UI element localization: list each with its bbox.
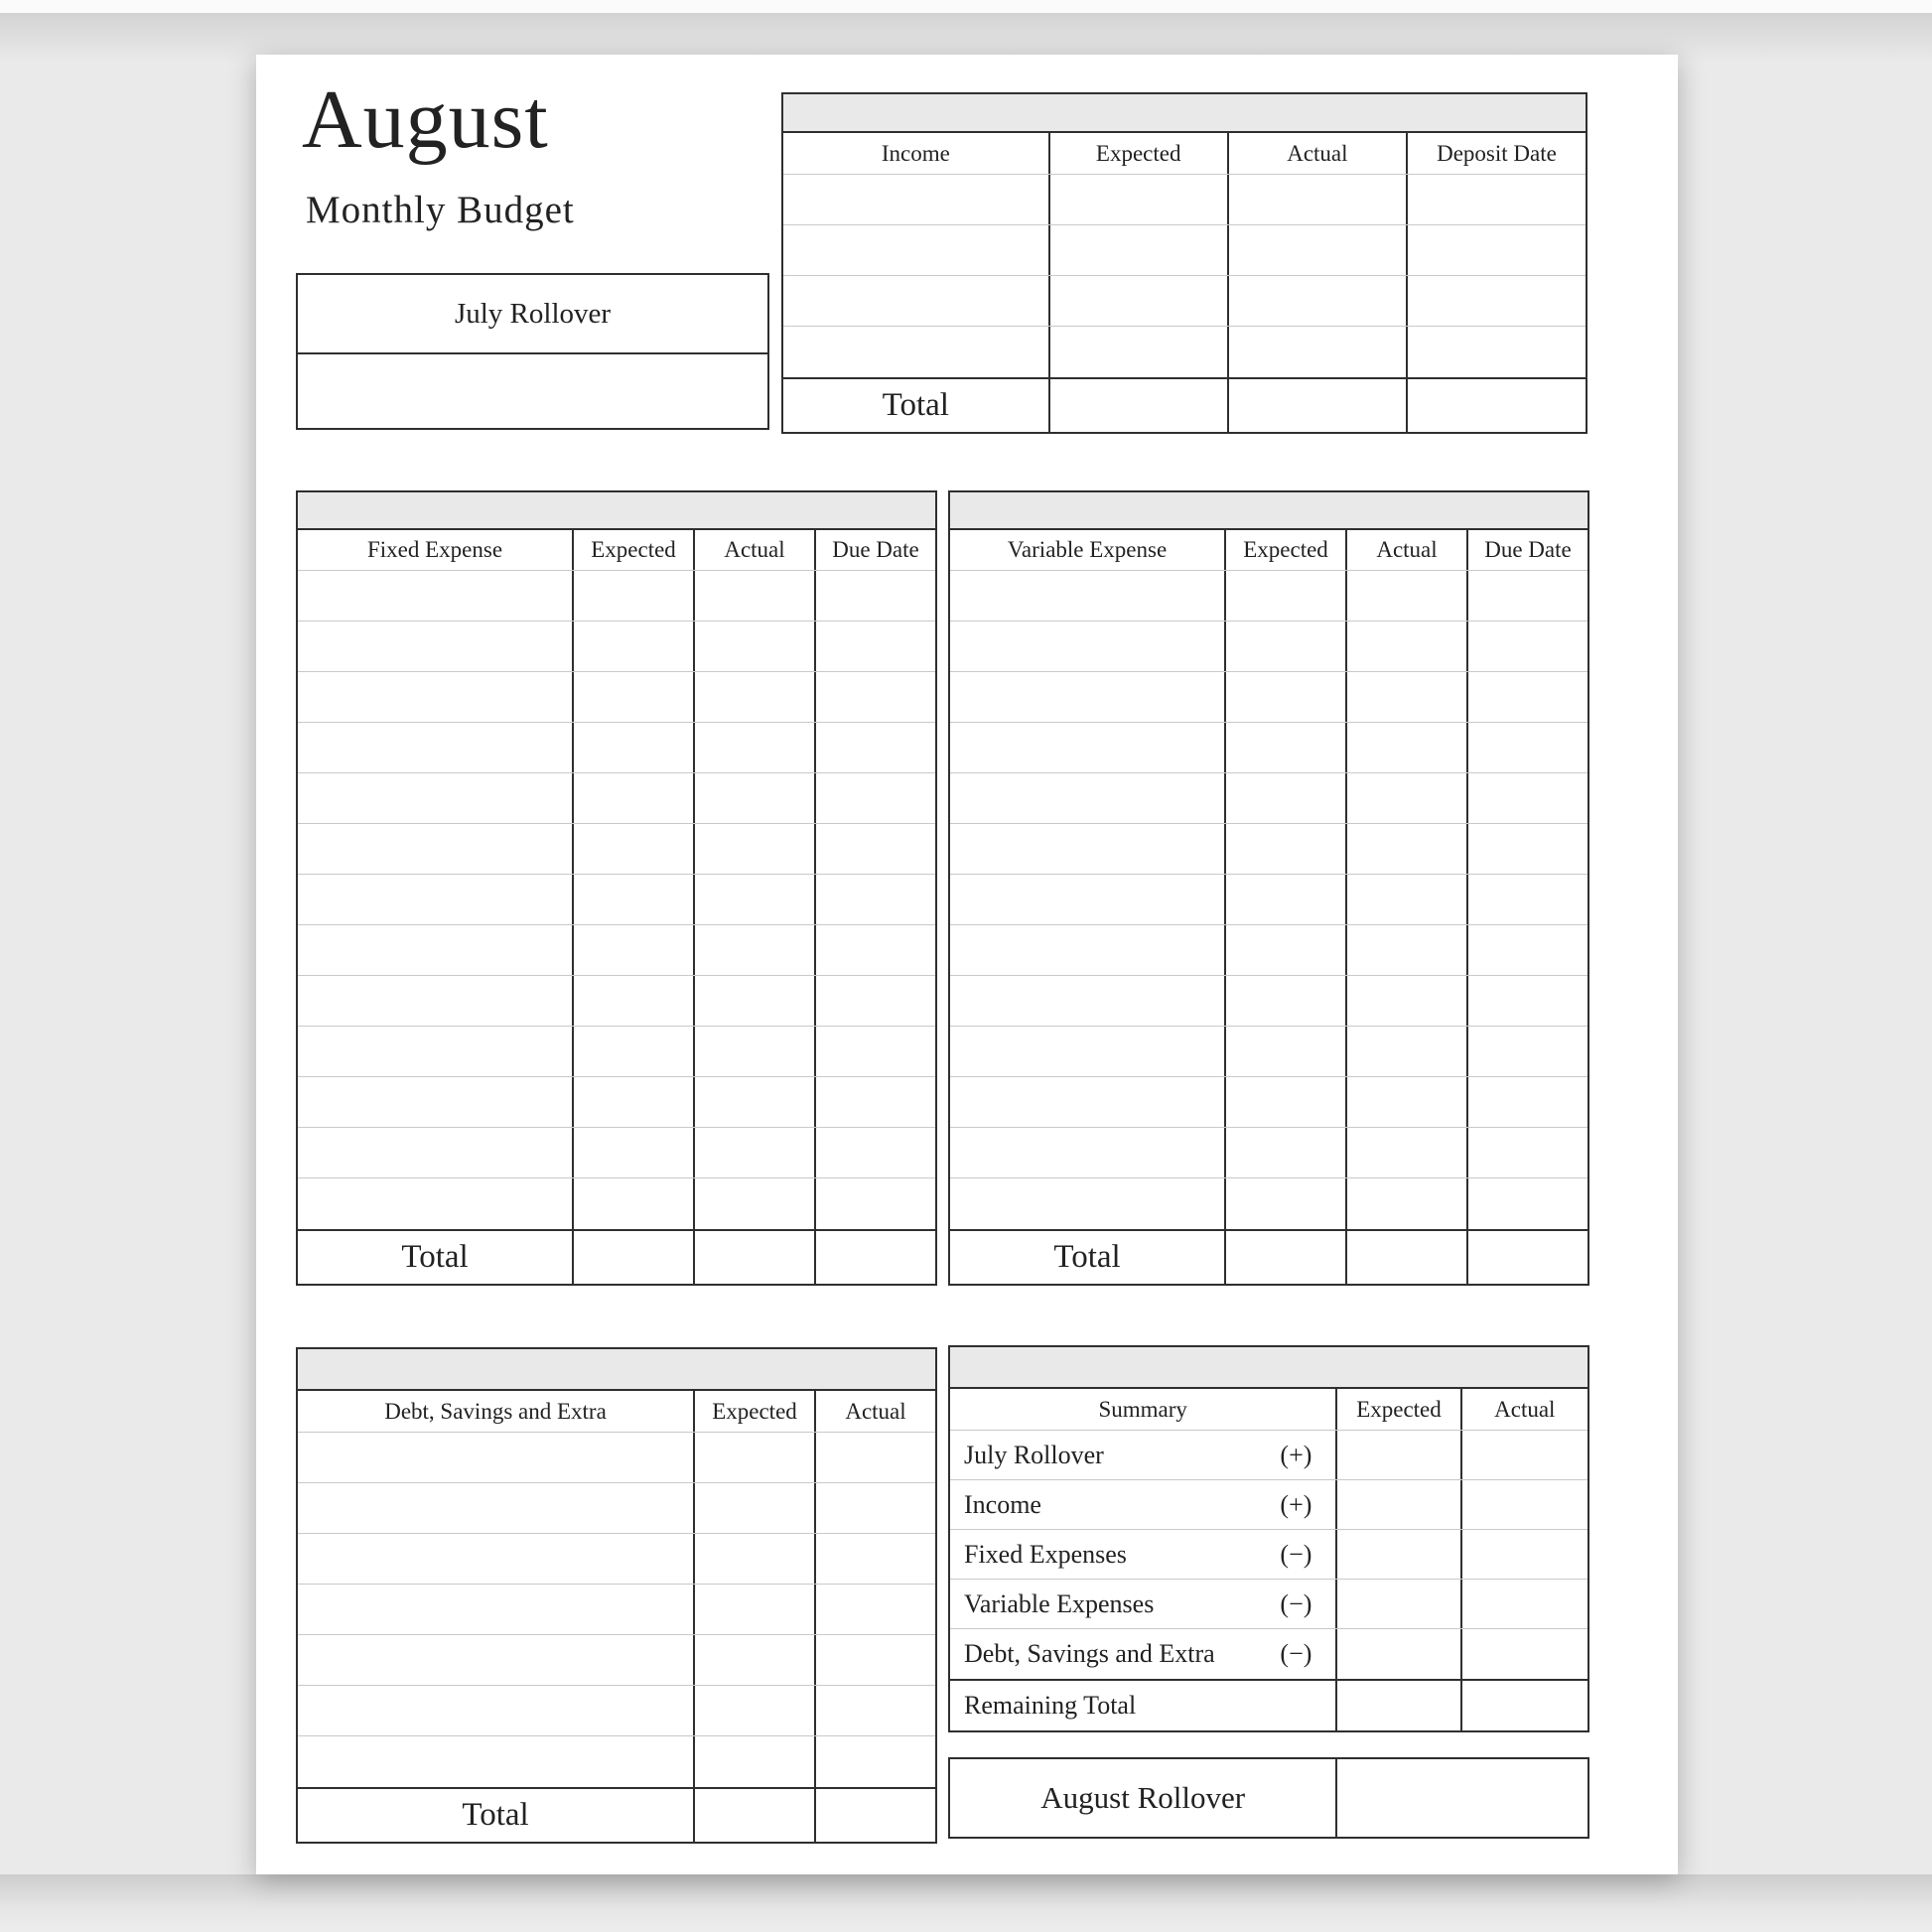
empty-cell xyxy=(1224,1027,1345,1076)
summary-row-label-cell xyxy=(950,1580,1335,1628)
empty-cell xyxy=(1345,621,1466,671)
empty-cell xyxy=(572,672,693,722)
empty-cell xyxy=(298,1736,693,1787)
empty-row xyxy=(950,571,1587,621)
empty-cell xyxy=(783,225,1048,275)
income-table-total-row xyxy=(783,377,1586,432)
due-date-column-header: Due Date xyxy=(814,530,935,570)
summary-row-july-rollover xyxy=(950,1431,1587,1480)
empty-cell xyxy=(1406,276,1586,326)
variable-expense-total-label: Total xyxy=(1053,1239,1121,1275)
empty-row xyxy=(298,976,935,1027)
summary-expected-cell xyxy=(1335,1431,1459,1479)
page-title: August xyxy=(302,73,549,166)
empty-cell xyxy=(1345,1077,1466,1127)
empty-cell xyxy=(1224,621,1345,671)
income-total-actual-cell xyxy=(1227,379,1406,432)
empty-cell xyxy=(693,1128,814,1177)
empty-cell xyxy=(814,1635,935,1685)
empty-cell xyxy=(298,672,572,722)
empty-cell xyxy=(814,925,935,975)
empty-cell xyxy=(298,621,572,671)
empty-cell xyxy=(814,1178,935,1229)
summary-row-sign: (+) xyxy=(1280,1440,1312,1469)
empty-cell xyxy=(950,976,1224,1026)
empty-row xyxy=(298,824,935,875)
empty-cell xyxy=(1466,773,1587,823)
empty-row xyxy=(298,1027,935,1077)
summary-header-row xyxy=(950,1389,1587,1431)
empty-cell xyxy=(950,1178,1224,1229)
empty-row xyxy=(950,1178,1587,1229)
fixed-expense-total-row xyxy=(298,1229,935,1284)
empty-cell xyxy=(1048,225,1227,275)
summary-row-sign: (−) xyxy=(1280,1539,1312,1569)
empty-cell xyxy=(1345,1128,1466,1177)
empty-cell xyxy=(783,327,1048,377)
empty-cell xyxy=(693,1433,814,1482)
income-column-header: Income xyxy=(881,140,950,166)
empty-row xyxy=(298,1178,935,1229)
summary-expected-cell xyxy=(1335,1629,1459,1679)
empty-cell xyxy=(1224,875,1345,924)
summary-actual-cell xyxy=(1460,1580,1587,1628)
empty-cell xyxy=(1345,925,1466,975)
expected-column-header: Expected xyxy=(1224,530,1345,570)
actual-column-header: Actual xyxy=(1345,530,1466,570)
empty-cell xyxy=(814,1483,935,1533)
empty-cell xyxy=(950,621,1224,671)
variable-expense-column-header: Variable Expense xyxy=(1007,537,1168,562)
empty-cell xyxy=(814,875,935,924)
income-total-deposit-date-cell xyxy=(1406,379,1586,432)
empty-cell xyxy=(693,1736,814,1787)
empty-cell xyxy=(1345,571,1466,621)
empty-cell xyxy=(298,1585,693,1634)
empty-row xyxy=(950,976,1587,1027)
income-total-label: Total xyxy=(882,387,949,423)
fixed-expense-total-label: Total xyxy=(401,1239,469,1275)
empty-cell xyxy=(950,875,1224,924)
empty-cell xyxy=(814,571,935,621)
empty-row xyxy=(298,1433,935,1483)
empty-cell xyxy=(814,621,935,671)
empty-cell xyxy=(814,1128,935,1177)
summary-actual-cell xyxy=(1460,1530,1587,1579)
summary-row-label: July Rollover xyxy=(964,1440,1104,1469)
expected-column-header: Expected xyxy=(572,530,693,570)
august-rollover-value-cell xyxy=(1335,1759,1587,1837)
empty-cell xyxy=(298,1128,572,1177)
empty-row xyxy=(950,824,1587,875)
empty-cell xyxy=(1345,875,1466,924)
summary-column-header: Summary xyxy=(1098,1396,1187,1422)
variable-expense-rows xyxy=(950,571,1587,1229)
empty-cell xyxy=(1345,824,1466,874)
summary-actual-cell xyxy=(1460,1480,1587,1529)
income-table-rows xyxy=(783,175,1586,377)
empty-row xyxy=(950,672,1587,723)
summary-remaining-total-row xyxy=(950,1679,1587,1730)
empty-cell xyxy=(693,1483,814,1533)
empty-cell xyxy=(693,1077,814,1127)
empty-cell xyxy=(298,1534,693,1584)
empty-cell xyxy=(1227,225,1406,275)
empty-row xyxy=(950,1077,1587,1128)
empty-row xyxy=(950,1128,1587,1178)
empty-row xyxy=(298,773,935,824)
summary-rows xyxy=(950,1431,1587,1679)
empty-cell xyxy=(1224,824,1345,874)
debt-table-total-row xyxy=(298,1787,935,1842)
empty-cell xyxy=(693,824,814,874)
empty-cell xyxy=(814,672,935,722)
summary-row-label-cell xyxy=(950,1629,1335,1679)
empty-cell xyxy=(814,1585,935,1634)
income-table xyxy=(781,92,1587,434)
variable-total-expected-cell xyxy=(1224,1231,1345,1284)
empty-cell xyxy=(298,1686,693,1735)
summary-table-title-band xyxy=(950,1347,1587,1389)
empty-cell xyxy=(1466,1128,1587,1177)
empty-cell xyxy=(298,1483,693,1533)
empty-row xyxy=(298,1736,935,1787)
actual-column-header: Actual xyxy=(693,530,814,570)
empty-cell xyxy=(693,773,814,823)
empty-row xyxy=(950,875,1587,925)
empty-row xyxy=(298,672,935,723)
empty-cell xyxy=(1224,1077,1345,1127)
income-total-expected-cell xyxy=(1048,379,1227,432)
empty-cell xyxy=(814,1027,935,1076)
empty-cell xyxy=(1224,672,1345,722)
empty-cell xyxy=(693,1027,814,1076)
empty-cell xyxy=(1227,175,1406,224)
debt-table-header-row xyxy=(298,1391,935,1433)
empty-cell xyxy=(1048,276,1227,326)
empty-row xyxy=(950,925,1587,976)
empty-cell xyxy=(298,571,572,621)
income-table-header-row xyxy=(783,133,1586,175)
empty-cell xyxy=(1466,1077,1587,1127)
empty-cell xyxy=(572,1077,693,1127)
summary-row-label-cell xyxy=(950,1480,1335,1529)
summary-expected-cell xyxy=(1335,1480,1459,1529)
empty-row xyxy=(950,773,1587,824)
empty-cell xyxy=(1466,824,1587,874)
empty-cell xyxy=(1466,976,1587,1026)
empty-cell xyxy=(572,571,693,621)
backdrop-bottom-shadow xyxy=(0,1874,1932,1932)
fixed-expense-header-row xyxy=(298,530,935,571)
empty-row xyxy=(783,276,1586,327)
july-rollover-label: July Rollover xyxy=(298,275,767,354)
empty-cell xyxy=(572,621,693,671)
actual-column-header: Actual xyxy=(1460,1389,1587,1430)
empty-cell xyxy=(1345,1178,1466,1229)
empty-cell xyxy=(298,824,572,874)
empty-cell xyxy=(1345,773,1466,823)
empty-row xyxy=(298,1077,935,1128)
summary-row-fixed-expenses xyxy=(950,1530,1587,1580)
debt-savings-extra-table xyxy=(296,1347,937,1844)
empty-cell xyxy=(1048,327,1227,377)
summary-row-variable-expenses xyxy=(950,1580,1587,1629)
empty-cell xyxy=(298,976,572,1026)
empty-cell xyxy=(1466,672,1587,722)
empty-cell xyxy=(1224,925,1345,975)
summary-row-label: Fixed Expenses xyxy=(964,1539,1127,1569)
empty-cell xyxy=(298,925,572,975)
summary-expected-cell xyxy=(1335,1580,1459,1628)
empty-row xyxy=(298,1128,935,1178)
august-rollover-label: August Rollover xyxy=(1040,1780,1246,1815)
empty-cell xyxy=(950,1128,1224,1177)
empty-cell xyxy=(950,1077,1224,1127)
empty-cell xyxy=(1224,1128,1345,1177)
empty-row xyxy=(783,327,1586,377)
empty-cell xyxy=(693,1585,814,1634)
empty-cell xyxy=(693,1178,814,1229)
empty-row xyxy=(783,225,1586,276)
empty-cell xyxy=(693,723,814,772)
page-subtitle: Monthly Budget xyxy=(306,189,575,231)
summary-row-label: Income xyxy=(964,1489,1041,1519)
summary-row-label: Debt, Savings and Extra xyxy=(964,1639,1215,1668)
empty-cell xyxy=(572,1178,693,1229)
empty-cell xyxy=(1345,723,1466,772)
summary-actual-cell xyxy=(1460,1431,1587,1479)
empty-cell xyxy=(572,723,693,772)
empty-cell xyxy=(298,723,572,772)
empty-row xyxy=(298,621,935,672)
empty-cell xyxy=(693,875,814,924)
empty-cell xyxy=(814,1433,935,1482)
expected-column-header: Expected xyxy=(693,1391,814,1432)
empty-cell xyxy=(1466,925,1587,975)
empty-cell xyxy=(783,276,1048,326)
empty-cell xyxy=(1406,327,1586,377)
empty-cell xyxy=(572,824,693,874)
empty-cell xyxy=(1466,621,1587,671)
empty-cell xyxy=(298,1433,693,1482)
empty-cell xyxy=(1406,175,1586,224)
fixed-total-actual-cell xyxy=(693,1231,814,1284)
empty-cell xyxy=(693,621,814,671)
summary-table xyxy=(948,1345,1589,1732)
empty-cell xyxy=(298,1635,693,1685)
summary-row-debt-savings-extra xyxy=(950,1629,1587,1679)
debt-total-expected-cell xyxy=(693,1789,814,1842)
remaining-total-expected-cell xyxy=(1335,1681,1459,1730)
empty-cell xyxy=(814,1077,935,1127)
august-rollover-box xyxy=(948,1757,1589,1839)
empty-row xyxy=(298,723,935,773)
empty-row xyxy=(298,1534,935,1585)
empty-cell xyxy=(1224,976,1345,1026)
empty-cell xyxy=(298,773,572,823)
empty-cell xyxy=(1224,773,1345,823)
july-rollover-value-cell xyxy=(298,354,767,428)
empty-cell xyxy=(814,1534,935,1584)
empty-cell xyxy=(1466,1027,1587,1076)
empty-cell xyxy=(572,773,693,823)
remaining-total-label: Remaining Total xyxy=(964,1691,1137,1720)
actual-column-header: Actual xyxy=(814,1391,935,1432)
empty-cell xyxy=(572,875,693,924)
summary-expected-cell xyxy=(1335,1530,1459,1579)
backdrop-top-strip xyxy=(0,0,1932,13)
empty-cell xyxy=(298,1077,572,1127)
debt-total-actual-cell xyxy=(814,1789,935,1842)
debt-table-rows xyxy=(298,1433,935,1787)
variable-expense-total-row xyxy=(950,1229,1587,1284)
empty-cell xyxy=(1224,723,1345,772)
empty-row xyxy=(950,723,1587,773)
fixed-total-expected-cell xyxy=(572,1231,693,1284)
empty-cell xyxy=(693,1686,814,1735)
july-rollover-box xyxy=(296,273,769,430)
empty-cell xyxy=(693,1534,814,1584)
empty-cell xyxy=(1224,1178,1345,1229)
empty-cell xyxy=(572,925,693,975)
empty-cell xyxy=(783,175,1048,224)
empty-cell xyxy=(298,875,572,924)
empty-row xyxy=(950,1027,1587,1077)
empty-cell xyxy=(814,976,935,1026)
empty-cell xyxy=(693,925,814,975)
debt-total-label: Total xyxy=(462,1797,529,1833)
empty-cell xyxy=(693,1635,814,1685)
summary-row-sign: (−) xyxy=(1280,1588,1312,1618)
empty-cell xyxy=(950,925,1224,975)
budget-sheet xyxy=(256,55,1678,1874)
empty-cell xyxy=(950,672,1224,722)
empty-row xyxy=(783,175,1586,225)
empty-cell xyxy=(1227,327,1406,377)
actual-column-header: Actual xyxy=(1227,133,1406,174)
variable-expense-table xyxy=(948,490,1589,1286)
empty-cell xyxy=(1224,571,1345,621)
empty-cell xyxy=(1466,571,1587,621)
empty-cell xyxy=(814,773,935,823)
empty-cell xyxy=(1345,672,1466,722)
empty-row xyxy=(298,1585,935,1635)
due-date-column-header: Due Date xyxy=(1466,530,1587,570)
empty-cell xyxy=(1466,875,1587,924)
remaining-total-actual-cell xyxy=(1460,1681,1587,1730)
summary-row-sign: (+) xyxy=(1280,1489,1312,1519)
fixed-expense-table xyxy=(296,490,937,1286)
fixed-expense-column-header: Fixed Expense xyxy=(366,537,503,562)
empty-cell xyxy=(814,723,935,772)
empty-cell xyxy=(1406,225,1586,275)
empty-cell xyxy=(950,773,1224,823)
empty-row xyxy=(298,1686,935,1736)
empty-cell xyxy=(950,723,1224,772)
empty-cell xyxy=(1466,1178,1587,1229)
variable-expense-header-row xyxy=(950,530,1587,571)
fixed-expense-rows xyxy=(298,571,935,1229)
fixed-expense-table-title-band xyxy=(298,492,935,530)
empty-cell xyxy=(814,824,935,874)
empty-cell xyxy=(1345,976,1466,1026)
variable-total-actual-cell xyxy=(1345,1231,1466,1284)
empty-row xyxy=(298,571,935,621)
variable-total-due-date-cell xyxy=(1466,1231,1587,1284)
empty-cell xyxy=(1227,276,1406,326)
empty-row xyxy=(298,1635,935,1686)
empty-cell xyxy=(1048,175,1227,224)
summary-row-income xyxy=(950,1480,1587,1530)
summary-row-label: Variable Expenses xyxy=(964,1588,1155,1618)
empty-row xyxy=(298,1483,935,1534)
fixed-total-due-date-cell xyxy=(814,1231,935,1284)
summary-row-sign: (−) xyxy=(1280,1639,1312,1668)
empty-cell xyxy=(298,1027,572,1076)
variable-expense-table-title-band xyxy=(950,492,1587,530)
summary-row-label-cell xyxy=(950,1431,1335,1479)
empty-cell xyxy=(1345,1027,1466,1076)
income-table-title-band xyxy=(783,94,1586,133)
empty-cell xyxy=(298,1178,572,1229)
debt-table-title-band xyxy=(298,1349,935,1391)
empty-cell xyxy=(1466,723,1587,772)
empty-cell xyxy=(572,1027,693,1076)
empty-cell xyxy=(950,571,1224,621)
empty-cell xyxy=(950,1027,1224,1076)
expected-column-header: Expected xyxy=(1335,1389,1459,1430)
empty-cell xyxy=(693,976,814,1026)
summary-actual-cell xyxy=(1460,1629,1587,1679)
expected-column-header: Expected xyxy=(1048,133,1227,174)
empty-cell xyxy=(572,976,693,1026)
debt-savings-extra-column-header: Debt, Savings and Extra xyxy=(384,1398,607,1424)
deposit-date-column-header: Deposit Date xyxy=(1406,133,1586,174)
empty-cell xyxy=(814,1736,935,1787)
empty-cell xyxy=(572,1128,693,1177)
empty-row xyxy=(950,621,1587,672)
empty-row xyxy=(298,925,935,976)
empty-cell xyxy=(814,1686,935,1735)
empty-cell xyxy=(693,571,814,621)
summary-row-label-cell xyxy=(950,1530,1335,1579)
empty-cell xyxy=(693,672,814,722)
empty-cell xyxy=(950,824,1224,874)
empty-row xyxy=(298,875,935,925)
